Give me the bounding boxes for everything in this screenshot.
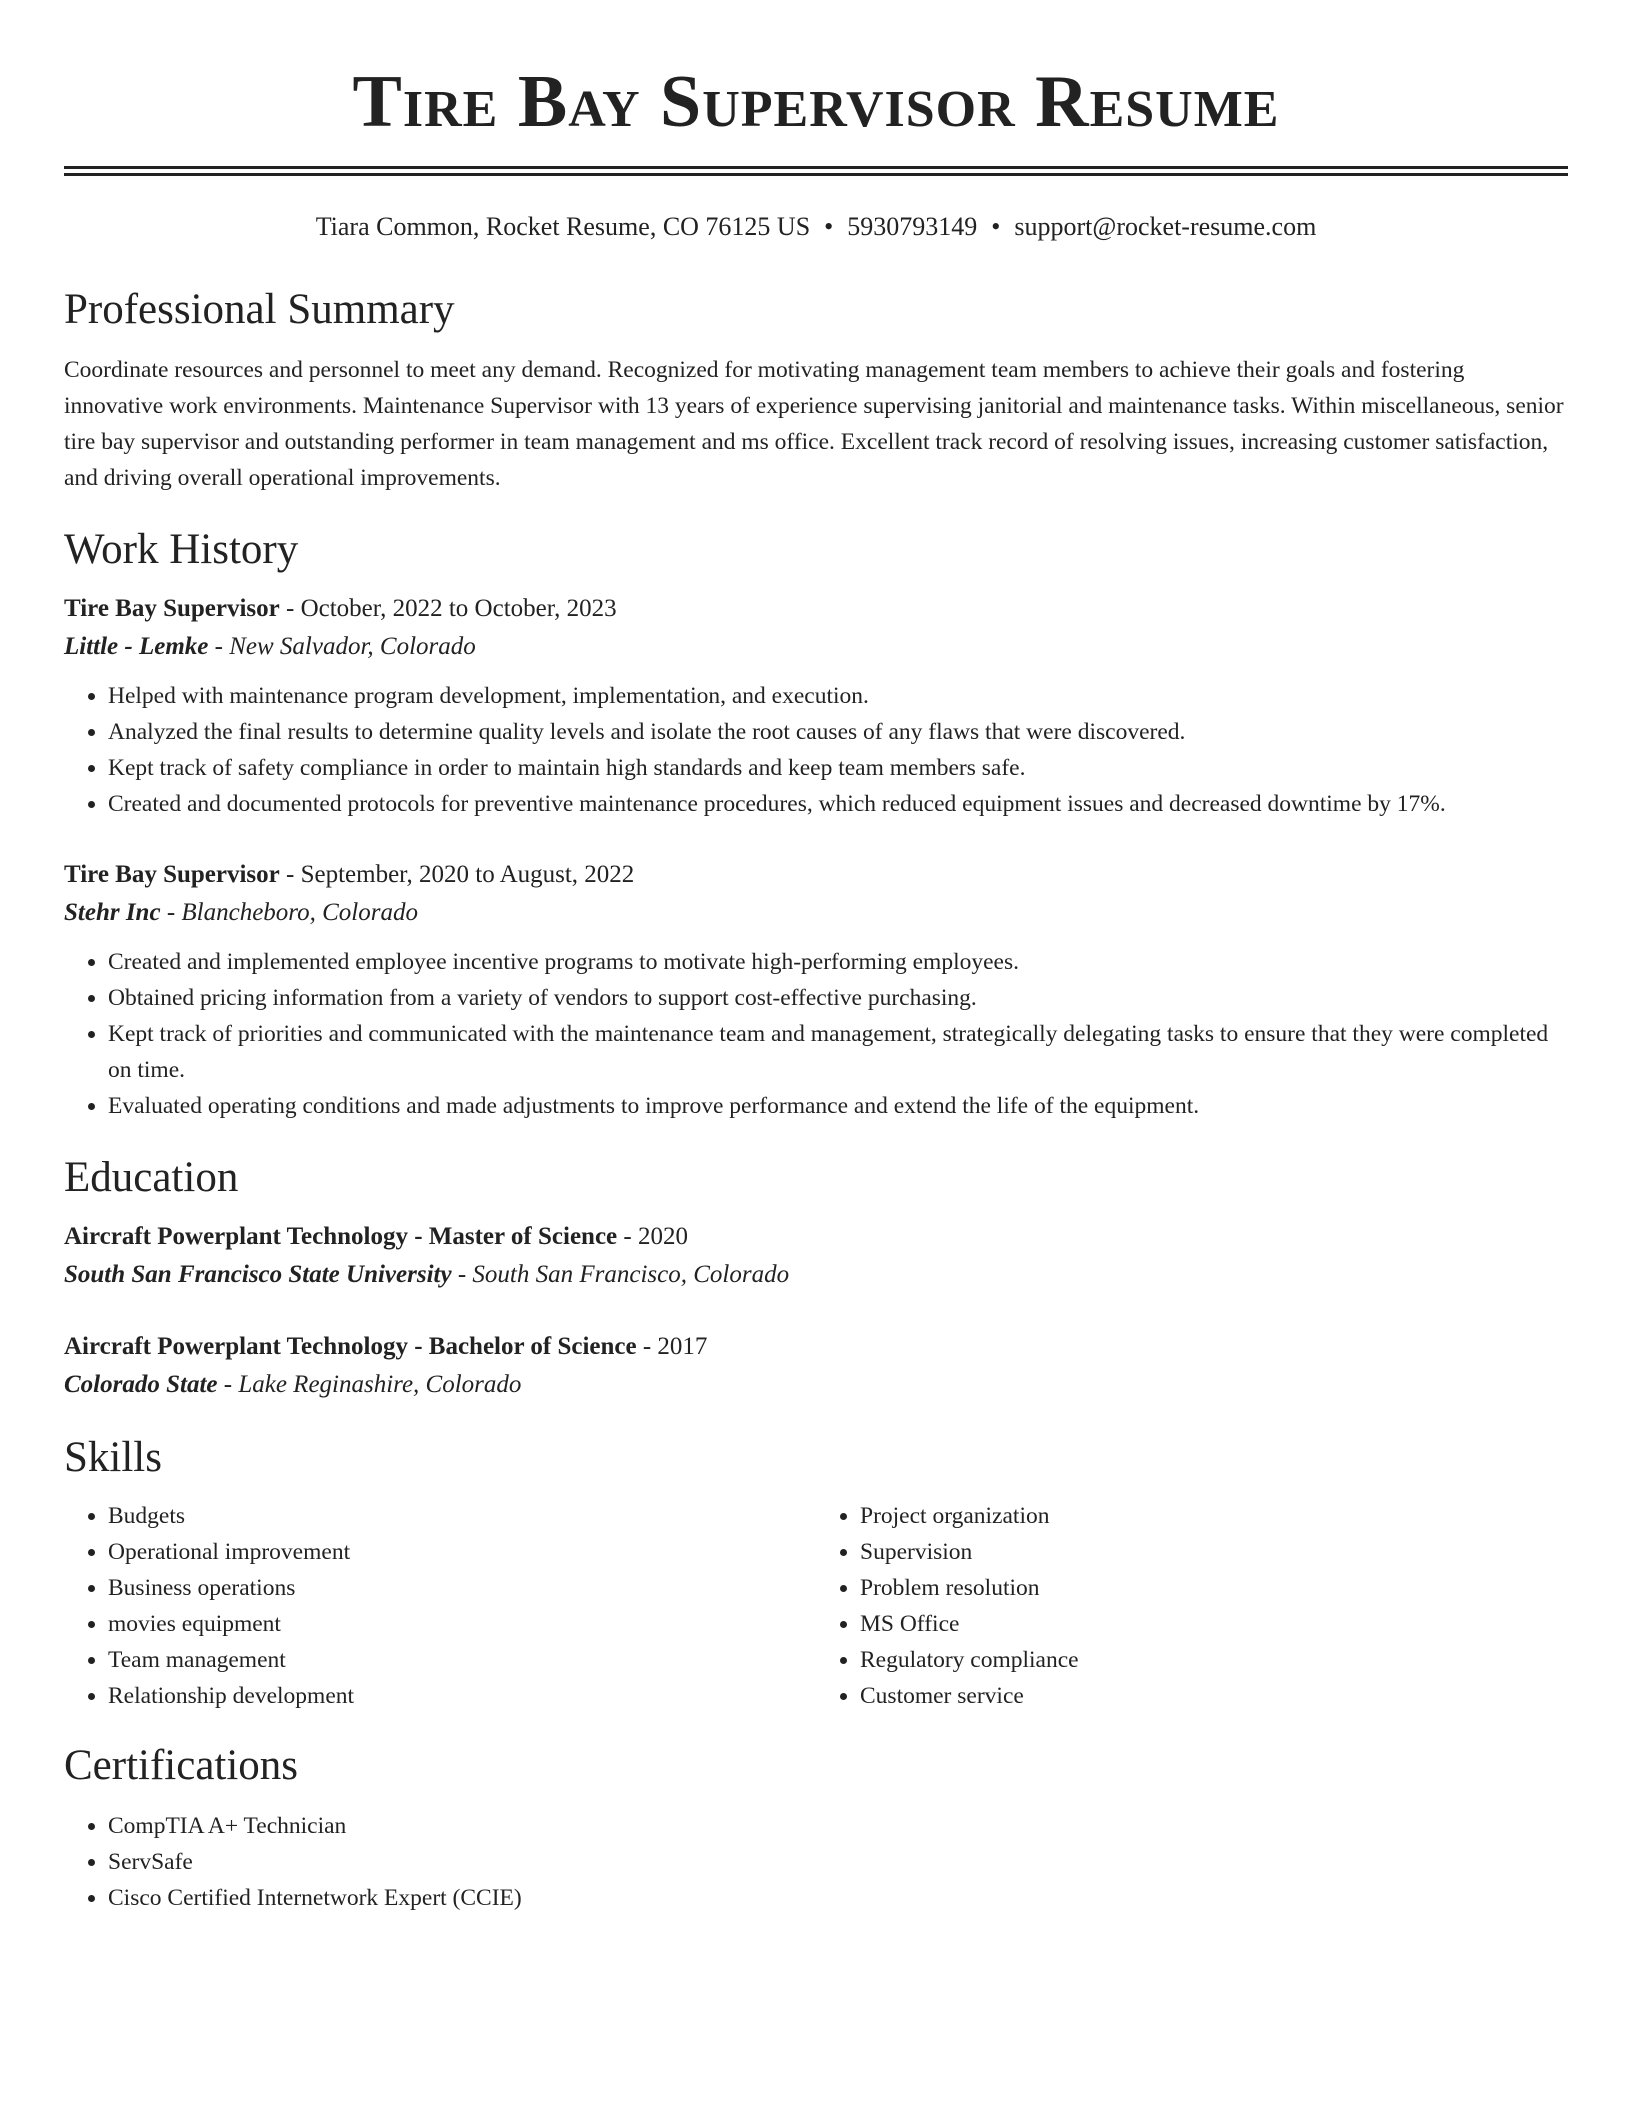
skill-item: • Operational improvement [108,1534,816,1570]
job-bullet: • Analyzed the final results to determine quality levels and isolate the root causes of any flaws that were discovered. [108,714,1568,750]
job-role: Tire Bay Supervisor [64,861,280,888]
job-bullet-list [64,678,1568,822]
job-location: - Blancheboro, Colorado [160,899,418,926]
job-employer [64,894,1568,932]
certifications-list [64,1808,1568,1916]
skill-item: • Team management [108,1642,816,1678]
skill-item: • Customer service [860,1678,1568,1714]
job-company: Stehr Inc [64,899,161,926]
contact-line [64,210,1568,244]
job-bullet: • Kept track of safety compliance in order to maintain high standards and keep team members safe. [108,750,1568,786]
contact-separator: • [824,212,834,241]
skills-list-left [64,1498,816,1714]
job-employer [64,628,1568,666]
job-bullet: • Evaluated operating conditions and made adjustments to improve performance and extend the life of the equipment. [108,1088,1568,1124]
job-role: Tire Bay Supervisor [64,595,280,622]
skill-item: • movies equipment [108,1606,816,1642]
skill-item: • Relationship development [108,1678,816,1714]
skill-item: • Regulatory compliance [860,1642,1568,1678]
education-degree: Aircraft Powerplant Technology - Bachelor of Science [64,1333,637,1360]
work-history-heading: Work History [64,526,299,573]
education-degree: Aircraft Powerplant Technology - Master of Science [64,1223,618,1250]
job-bullet-list [64,944,1568,1124]
skill-item: • Project organization [860,1498,1568,1534]
education-year: - 2020 [617,1223,688,1250]
job-dates: - October, 2022 to October, 2023 [279,595,617,622]
work-entry [64,856,1568,1124]
education-location: - South San Francisco, Colorado [451,1261,790,1288]
education-year: - 2017 [636,1333,708,1360]
education-school-line [64,1366,1568,1404]
job-header [64,590,1568,628]
job-company: Little - Lemke [64,633,209,660]
contact-phone: 5930793149 [847,212,978,241]
contact-address: Tiara Common, Rocket Resume, CO 76125 US [315,212,811,241]
summary-text: Coordinate resources and personnel to meet any demand. Recognized for motivating management team members to achieve their goals and fostering innovative work environments. Maintenance Supervisor with 13 years of experience supervising janitorial and maintenance tasks. Within miscellaneous, senior tire bay supervisor and outstanding performer in team management and ms office. Excellent track record of resolving issues, increasing customer satisfaction, and driving overall operational improvements. [64,357,1564,491]
title-double-rule [64,166,1568,176]
certification-item: • CompTIA A+ Technician [108,1808,1568,1844]
job-bullet: • Created and implemented employee incentive programs to motivate high-performing employees. [108,944,1568,980]
skill-item: • Budgets [108,1498,816,1534]
job-header [64,856,1568,894]
certification-item: • ServSafe [108,1844,1568,1880]
job-dates: - September, 2020 to August, 2022 [279,861,635,888]
work-entry [64,590,1568,822]
job-location: - New Salvador, Colorado [208,633,476,660]
skill-item: • Supervision [860,1534,1568,1570]
resume-title: Tire Bay Supervisor Resume [352,61,1280,143]
job-bullet: • Obtained pricing information from a variety of vendors to support cost-effective purchasing. [108,980,1568,1016]
education-location: - Lake Reginashire, Colorado [217,1371,522,1398]
certifications-heading: Certifications [64,1742,299,1789]
education-header [64,1328,1568,1366]
contact-email: support@rocket-resume.com [1014,212,1317,241]
education-heading: Education [64,1154,239,1201]
skills-grid [64,1498,1568,1714]
job-bullet: • Kept track of priorities and communicated with the maintenance team and management, strategically delegating tasks to ensure that they were completed on time. [108,1016,1568,1088]
education-header [64,1218,1568,1256]
contact-separator: • [991,212,1001,241]
education-school: Colorado State [64,1371,218,1398]
education-school: South San Francisco State University [64,1261,452,1288]
education-entry [64,1218,1568,1294]
education-entry [64,1328,1568,1404]
skill-item: • Problem resolution [860,1570,1568,1606]
certification-item: • Cisco Certified Internetwork Expert (CCIE) [108,1880,1568,1916]
job-bullet: • Helped with maintenance program development, implementation, and execution. [108,678,1568,714]
skills-heading: Skills [64,1434,162,1481]
skill-item: • Business operations [108,1570,816,1606]
skill-item: • MS Office [860,1606,1568,1642]
job-bullet: • Created and documented protocols for preventive maintenance procedures, which reduced equipment issues and decreased downtime by 17%. [108,786,1568,822]
skills-list-right [816,1498,1568,1714]
summary-heading: Professional Summary [64,286,455,333]
education-school-line [64,1256,1568,1294]
